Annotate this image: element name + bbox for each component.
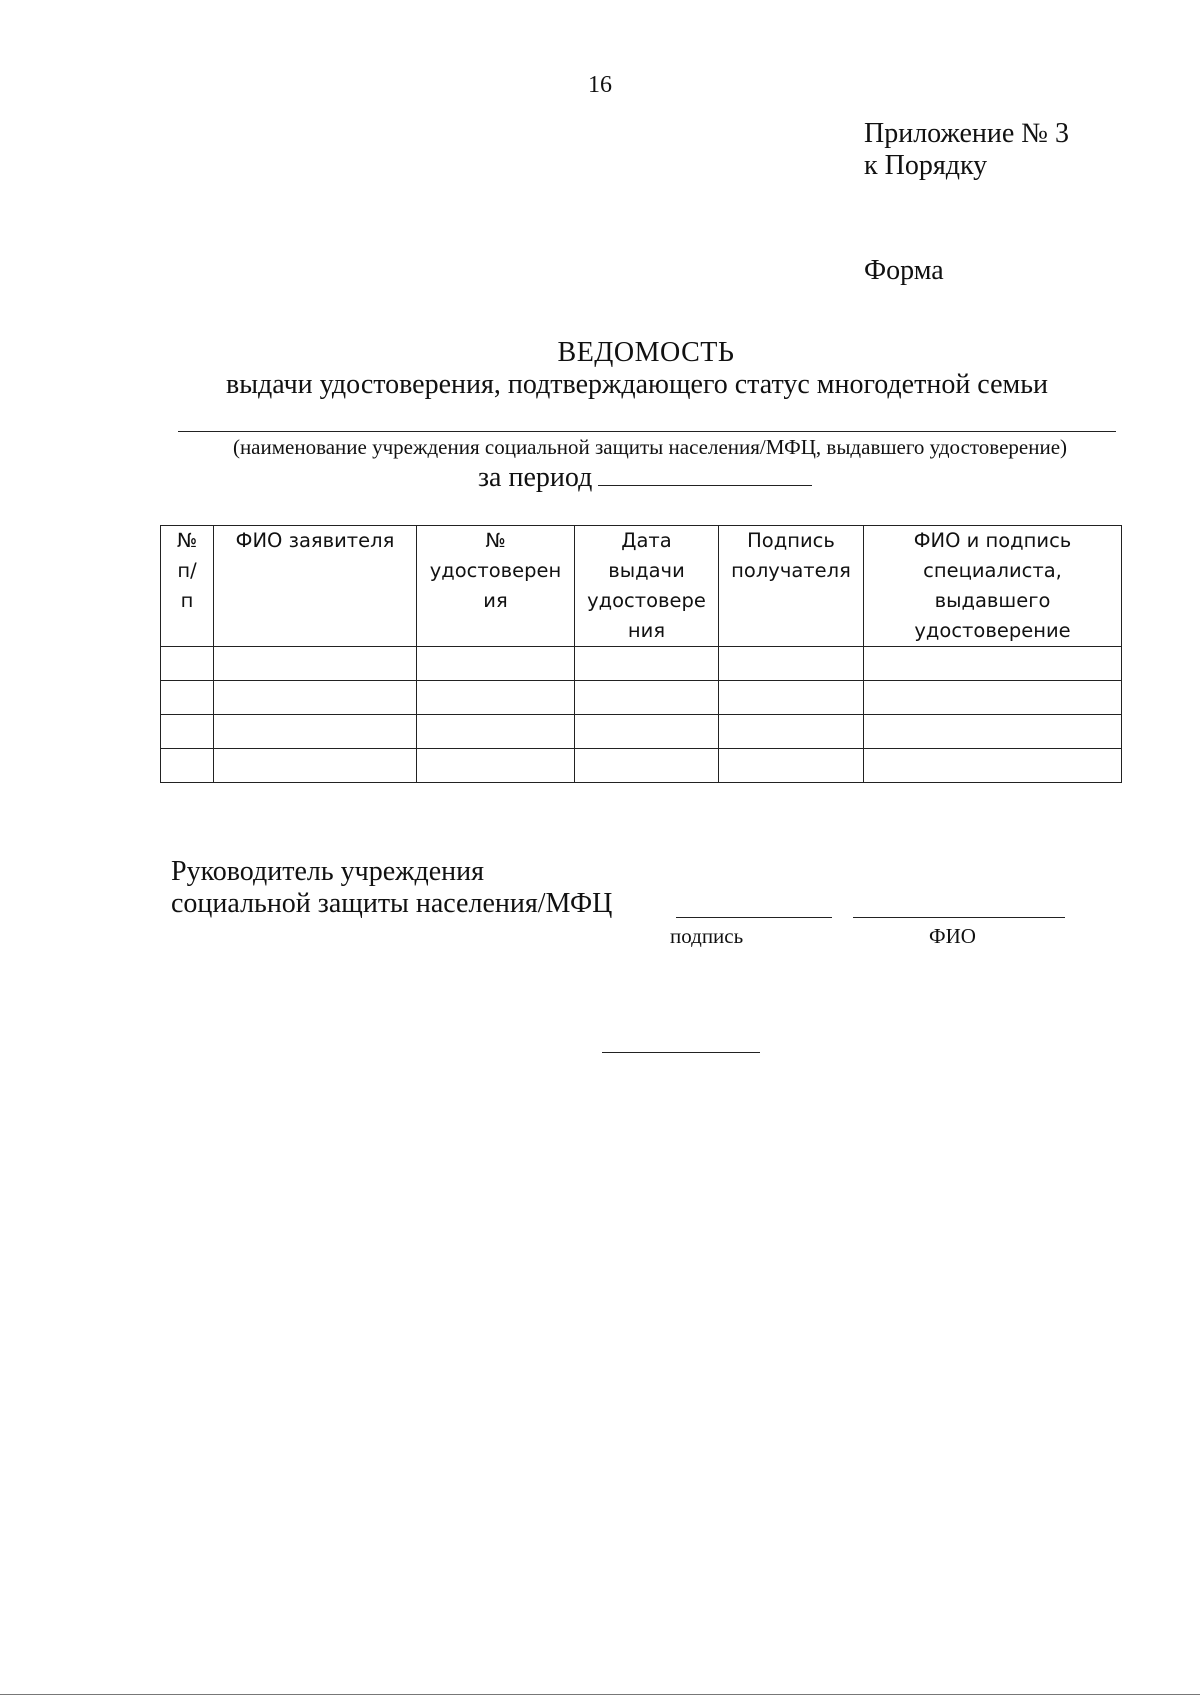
table-cell[interactable] [575,681,719,715]
table-cell[interactable] [575,647,719,681]
period-field[interactable] [598,463,812,486]
header-line: п [180,589,194,612]
header-line: получателя [731,559,851,582]
page-bottom-edge [0,1694,1200,1695]
table-cell[interactable] [161,681,214,715]
full-name-field[interactable] [853,917,1065,918]
table-row [161,749,1122,783]
header-line: ФИО заявителя [235,529,395,552]
header-line: удостовере [587,589,706,612]
table-cell[interactable] [417,681,575,715]
header-line: Дата [621,529,672,552]
header-line: выдавшего [934,589,1051,612]
table-cell[interactable] [719,715,864,749]
appendix-reference [864,118,1069,182]
header-line: специалиста, [923,559,1062,582]
period-label: за период [478,462,593,493]
table-cell[interactable] [161,749,214,783]
table-body [161,647,1122,783]
header-line: удостоверение [914,619,1071,642]
header-line: Подпись [747,529,835,552]
table-cell[interactable] [161,647,214,681]
header-specialist [864,526,1122,647]
signature-field[interactable] [676,917,832,918]
header-line: удостоверен [429,559,562,582]
page-number: 16 [588,72,612,98]
table-row [161,647,1122,681]
signature-caption: подпись [670,924,744,948]
table-cell[interactable] [214,715,417,749]
end-of-document-divider [602,1052,760,1053]
header-row-number [161,526,214,647]
header-line: № [485,529,506,552]
table-cell[interactable] [575,749,719,783]
table-row [161,715,1122,749]
header-issue-date [575,526,719,647]
signatory-title [171,856,612,920]
table-cell[interactable] [719,681,864,715]
table-cell[interactable] [214,647,417,681]
full-name-caption: ФИО [929,924,976,948]
document-title: ВЕДОМОСТЬ [557,337,735,368]
table-cell[interactable] [864,715,1122,749]
table-cell[interactable] [864,749,1122,783]
table-cell[interactable] [719,749,864,783]
appendix-target: к Порядку [864,150,988,181]
table-cell[interactable] [214,681,417,715]
header-line: № [176,529,198,552]
signatory-line-1: Руководитель учреждения [171,856,484,887]
table-cell[interactable] [575,715,719,749]
table-cell[interactable] [214,749,417,783]
table-cell[interactable] [417,749,575,783]
table-cell[interactable] [417,715,575,749]
table-cell[interactable] [417,647,575,681]
signatory-line-2: социальной защиты населения/МФЦ [171,888,613,919]
table-cell[interactable] [864,647,1122,681]
header-applicant-name [214,526,417,647]
table-cell[interactable] [864,681,1122,715]
organization-name-line[interactable] [178,431,1116,432]
header-line: п/ [177,559,197,582]
header-line: ия [483,589,508,612]
document-subtitle: выдачи удостоверения, подтверждающего статус многодетной семьи [226,369,1048,400]
header-certificate-number [417,526,575,647]
table-header-row [161,526,1122,647]
table-cell[interactable] [719,647,864,681]
table-cell[interactable] [161,715,214,749]
table-row [161,681,1122,715]
header-line: выдачи [608,559,685,582]
header-recipient-signature [719,526,864,647]
form-label: Форма [864,255,944,286]
header-line: ния [627,619,666,642]
organization-caption: (наименование учреждения социальной защиты населения/МФЦ, выдавшего удостоверение) [232,435,1068,459]
register-table [160,525,1122,783]
period-row [478,462,812,494]
header-line: ФИО и подпись [913,529,1072,552]
appendix-number: Приложение № 3 [864,118,1069,149]
